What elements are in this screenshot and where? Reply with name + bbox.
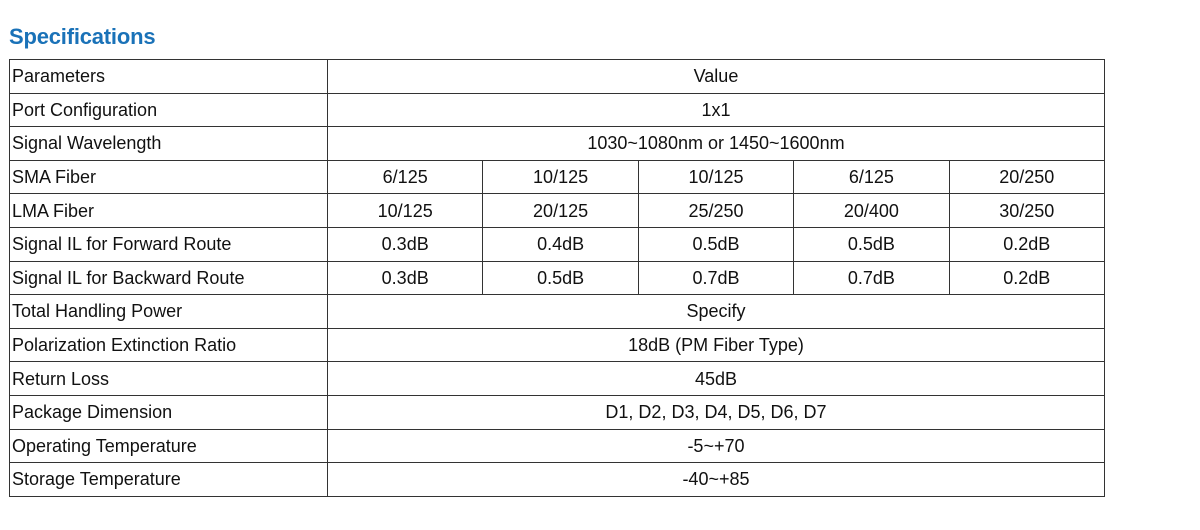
row-value: 1x1: [328, 93, 1105, 127]
row-value: 1030~1080nm or 1450~1600nm: [328, 127, 1105, 161]
specifications-table-body: [10, 60, 1105, 497]
row-value: -5~+70: [328, 429, 1105, 463]
row-parameter-label: Total Handling Power: [10, 295, 328, 329]
table-row: [10, 227, 1105, 261]
row-value-cell: 6/125: [328, 160, 483, 194]
row-value-cell: 0.4dB: [483, 227, 638, 261]
row-value-cell: 0.5dB: [638, 227, 793, 261]
row-value-cell: 10/125: [328, 194, 483, 228]
row-value-cell: 6/125: [794, 160, 949, 194]
row-value-cell: 20/250: [949, 160, 1104, 194]
table-header-row: [10, 60, 1105, 94]
row-value: 18dB (PM Fiber Type): [328, 328, 1105, 362]
row-parameter-label: Storage Temperature: [10, 463, 328, 497]
row-value-cell: 0.7dB: [638, 261, 793, 295]
row-parameter-label: LMA Fiber: [10, 194, 328, 228]
row-parameter-label: Return Loss: [10, 362, 328, 396]
row-value-cell: 0.2dB: [949, 227, 1104, 261]
row-parameter-label: Port Configuration: [10, 93, 328, 127]
header-parameters: Parameters: [10, 60, 328, 94]
table-row: [10, 463, 1105, 497]
table-row: [10, 429, 1105, 463]
row-value: Specify: [328, 295, 1105, 329]
row-value-cell: 0.3dB: [328, 261, 483, 295]
row-value: D1, D2, D3, D4, D5, D6, D7: [328, 395, 1105, 429]
row-value: -40~+85: [328, 463, 1105, 497]
header-value: Value: [328, 60, 1105, 94]
row-parameter-label: Package Dimension: [10, 395, 328, 429]
row-parameter-label: Signal Wavelength: [10, 127, 328, 161]
row-value-cell: 10/125: [483, 160, 638, 194]
row-value-cell: 0.5dB: [483, 261, 638, 295]
row-value-cell: 0.2dB: [949, 261, 1104, 295]
row-parameter-label: Polarization Extinction Ratio: [10, 328, 328, 362]
row-value-cell: 10/125: [638, 160, 793, 194]
table-row: [10, 295, 1105, 329]
table-row: [10, 93, 1105, 127]
row-parameter-label: SMA Fiber: [10, 160, 328, 194]
row-value-cell: 25/250: [638, 194, 793, 228]
table-row: [10, 395, 1105, 429]
row-value-cell: 0.7dB: [794, 261, 949, 295]
row-parameter-label: Signal IL for Backward Route: [10, 261, 328, 295]
page-title: Specifications: [9, 24, 156, 49]
row-parameter-label: Signal IL for Forward Route: [10, 227, 328, 261]
table-row: [10, 328, 1105, 362]
row-value-cell: 20/125: [483, 194, 638, 228]
table-row: [10, 261, 1105, 295]
row-value-cell: 30/250: [949, 194, 1104, 228]
row-value-cell: 0.5dB: [794, 227, 949, 261]
row-value: 45dB: [328, 362, 1105, 396]
table-row: [10, 127, 1105, 161]
row-parameter-label: Operating Temperature: [10, 429, 328, 463]
table-row: [10, 194, 1105, 228]
specifications-table: [9, 59, 1105, 497]
row-value-cell: 0.3dB: [328, 227, 483, 261]
table-row: [10, 160, 1105, 194]
table-row: [10, 362, 1105, 396]
row-value-cell: 20/400: [794, 194, 949, 228]
